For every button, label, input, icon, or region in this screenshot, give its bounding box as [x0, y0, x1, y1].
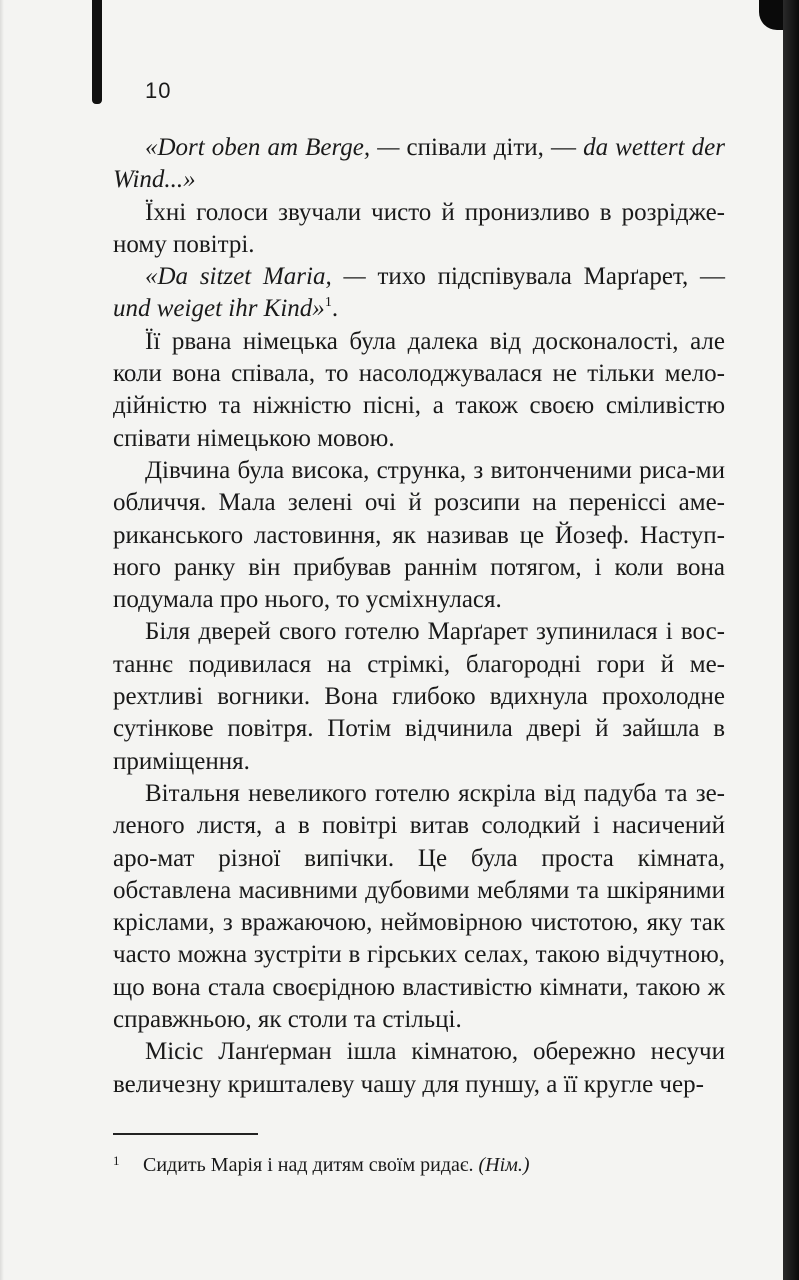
footnote-marker: 1: [113, 1153, 120, 1168]
text-run: und weiget ihr Kind»: [113, 295, 325, 323]
text-run: Вітальня невеликого готелю яскріла від падуба та зе-леного листя, а в повітрі витав солодкий і насичений аро-мат різної випічки. Це була проста кімната, обставлена масивними дубовими меблями та шкіряними кріслами, з вражаючою, неймовірною чистотою, яку так часто можна зустріти в гірських селах, такою відчутною, що вона стала своєрідною властивістю кімнати, такою ж справжньою, як столи та стільці.: [113, 779, 725, 1034]
paragraph: [113, 326, 725, 455]
footnote-text: Сидить Марія і над дитям своїм ридає.: [143, 1154, 479, 1176]
text-run: співали діти, —: [406, 134, 584, 161]
page-left-edge: [0, 0, 4, 1280]
footnote: [113, 1148, 725, 1178]
text-run: .: [331, 295, 339, 323]
text-run: Її рвана німецька була далека від досконалості, але коли вона співала, то насолоджувалася не тільки мело-дійністю та ніжністю пісні, а також своєю сміливістю співати німецькою мовою.: [113, 327, 725, 452]
paragraph: [113, 132, 725, 197]
footnote-reference: 1: [324, 295, 332, 311]
paragraph: [113, 1036, 725, 1101]
text-run: Місіс Ланґерман ішла кімнатою, обережно несучи величезну кришталеву чашу для пуншу, а її кругле чер-: [113, 1038, 725, 1098]
text-run: «Da sitzet Maria, —: [145, 263, 378, 291]
text-run: «Dort oben am Berge, —: [145, 134, 407, 161]
paragraph: [113, 261, 725, 326]
paragraph: [113, 197, 725, 262]
book-spine-shadow: [92, 0, 102, 104]
footnote-language-note: (Нім.): [478, 1154, 530, 1176]
paragraph: [113, 778, 725, 1036]
text-run: тихо підспівувала Марґарет, —: [377, 263, 725, 291]
paragraph: [113, 616, 725, 777]
paragraph: [113, 455, 725, 616]
text-run: Дівчина була висока, струнка, з витонченими риса-ми обличчя. Мала зелені очі й розсипи на переніссі аме-риканського ластовиння, як називав це Йозеф. Наступ-ного ранку він прибував раннім потягом, і коли вона подумала про нього, то усміхнулася.: [113, 456, 725, 614]
main-text: [113, 132, 725, 1101]
footnote-divider: [113, 1133, 258, 1135]
page-number: 10: [145, 78, 172, 103]
book-cover-edge: [783, 0, 799, 1280]
text-run: Їхні голоси звучали чисто й пронизливо в розрідже-ному повітрі.: [113, 198, 725, 258]
text-run: Біля дверей свого готелю Марґарет зупинилася і вос-таннє подивилася на стрімкі, благородні гори й ме-рехтливі вогники. Вона глибоко вдихнула прохолодне сутінкове повітря. Потім відчинила двері й зайшла в приміщення.: [113, 618, 725, 775]
text-run: da wettert der Wind...»: [113, 134, 725, 194]
